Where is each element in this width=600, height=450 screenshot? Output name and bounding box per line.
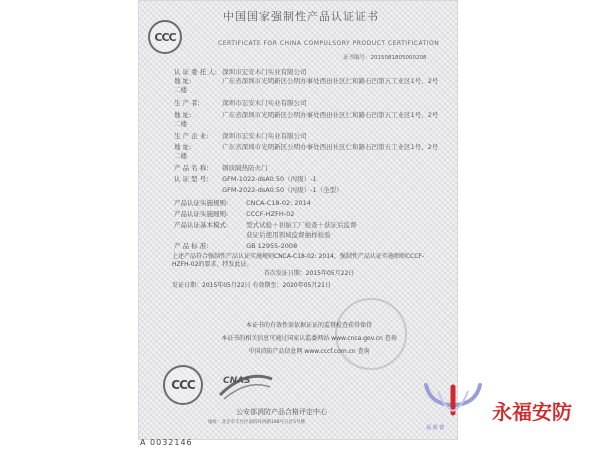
- issuing-address: 地址：北京市丰台区南四环西路188号五区5号楼: [208, 420, 305, 425]
- field-row: [174, 76, 444, 94]
- ccc-logo-top: [148, 20, 182, 54]
- field-value: 获证后使用领域监督抽样检验: [246, 231, 331, 239]
- field-row: [174, 230, 444, 239]
- note-cnca: 本证书的相关信息可通过国家认监委网站 www.cnca.gov.cn 查询: [221, 335, 397, 342]
- field-value: GFM-2022-dsA0.50（丙级）-1（全型）: [222, 186, 343, 194]
- field-label: 地 址:: [174, 77, 192, 85]
- field-value: GB 12955-2008: [246, 242, 298, 250]
- issuing-organization: 公安部消防产品合格评定中心: [236, 408, 327, 416]
- field-row: [174, 241, 444, 250]
- brand-subtext: 福 源 德: [426, 425, 445, 431]
- field-label: 生 产 企 业:: [174, 132, 209, 140]
- field-label: 地 址:: [174, 111, 192, 119]
- field-row: [174, 163, 444, 172]
- field-label: 认 证 委 托 人:: [174, 68, 217, 76]
- field-value: 型式试验＋初始工厂检查＋获证后监督: [246, 221, 357, 229]
- official-seal: [335, 298, 407, 370]
- field-label: 认 证 型 号:: [174, 175, 209, 183]
- ccc-logo-text: CCC: [171, 378, 195, 392]
- brand-logo-icon: [420, 381, 486, 421]
- field-label: 生 产 者:: [174, 99, 200, 107]
- serial-number: A 0032146: [140, 438, 193, 447]
- field-label: 产 品 名 称:: [174, 164, 209, 172]
- field-row: [174, 185, 444, 194]
- field-value: 钢质隔热防火门: [222, 164, 268, 172]
- note-validity: 本证书的有效性需依据证证的监督检查获得保持: [245, 322, 372, 329]
- validity-line: 发证日期：2015年05月22日 有效期至：2020年05月21日: [172, 282, 331, 289]
- field-value: 广东省深圳市光明新区公明办事处西田社区仁和路石凹第五工业区1号、2号二楼: [174, 77, 439, 94]
- field-label: 地 址:: [174, 143, 192, 151]
- field-value: 广东省深圳市光明新区公明办事处西田社区仁和路石凹第五工业区1号、2号二楼: [174, 143, 439, 160]
- field-row: [174, 142, 444, 160]
- field-value: 深圳市宏安木门实业有限公司: [222, 68, 307, 76]
- certificate-paper: [138, 0, 458, 440]
- field-label: 产品认证实施规则:: [174, 199, 229, 207]
- certificate-statement: 上述产品符合强制性产品认证实施规则CNCA-C18-02: 2014，强制性产品认证实施细则CCCF-HZFH-02的要求，特发此证。: [172, 253, 425, 268]
- field-row: [174, 220, 444, 229]
- field-value: 广东省深圳市光明新区公明办事处西田社区仁和路石凹第五工业区1号、2号二楼: [174, 111, 439, 128]
- field-row: [174, 209, 444, 218]
- certificate-number: 证书编号：2015081805000208: [343, 55, 427, 61]
- cnas-logo-text: CNAS: [223, 376, 251, 386]
- brand-name: 永福安防: [492, 400, 572, 424]
- field-row: [174, 110, 444, 128]
- field-value: GFM-1022-dsA0.50（丙级）-1: [222, 175, 317, 183]
- certificate-number-label: 证书编号: [343, 55, 366, 61]
- field-row: [174, 198, 444, 207]
- ccc-logo-bottom: [163, 365, 203, 405]
- certificate-subtitle: CERTIFICATE FOR CHINA COMPULSORY PRODUCT CERTIFICATION: [218, 40, 440, 47]
- cnas-logo: [216, 365, 276, 405]
- field-label: 产品认证基本模式:: [174, 221, 229, 229]
- field-row: [174, 67, 444, 76]
- ccc-logo-text: CCC: [154, 30, 176, 44]
- field-row: [174, 174, 444, 183]
- note-cccf: 中国消防产品信息网 www.cccf.com.cn 查询: [248, 348, 370, 355]
- field-value: 深圳市宏安木门实业有限公司: [222, 99, 307, 107]
- issue-date-line: 首次发证日期：2015年05月22日: [263, 270, 355, 277]
- field-label: 产品认证实施细则:: [174, 210, 229, 218]
- certificate-number-value: 2015081805000208: [370, 55, 427, 61]
- certificate-title: 中国国家强制性产品认证证书: [223, 10, 379, 23]
- field-value: CNCA-C18-02: 2014: [246, 199, 311, 207]
- field-row: [174, 98, 444, 107]
- field-label: 产 品 标 准:: [174, 242, 209, 250]
- field-row: [174, 131, 444, 140]
- field-value: CCCF-HZFH-02: [246, 210, 295, 218]
- field-value: 深圳市宏安木门实业有限公司: [222, 132, 307, 140]
